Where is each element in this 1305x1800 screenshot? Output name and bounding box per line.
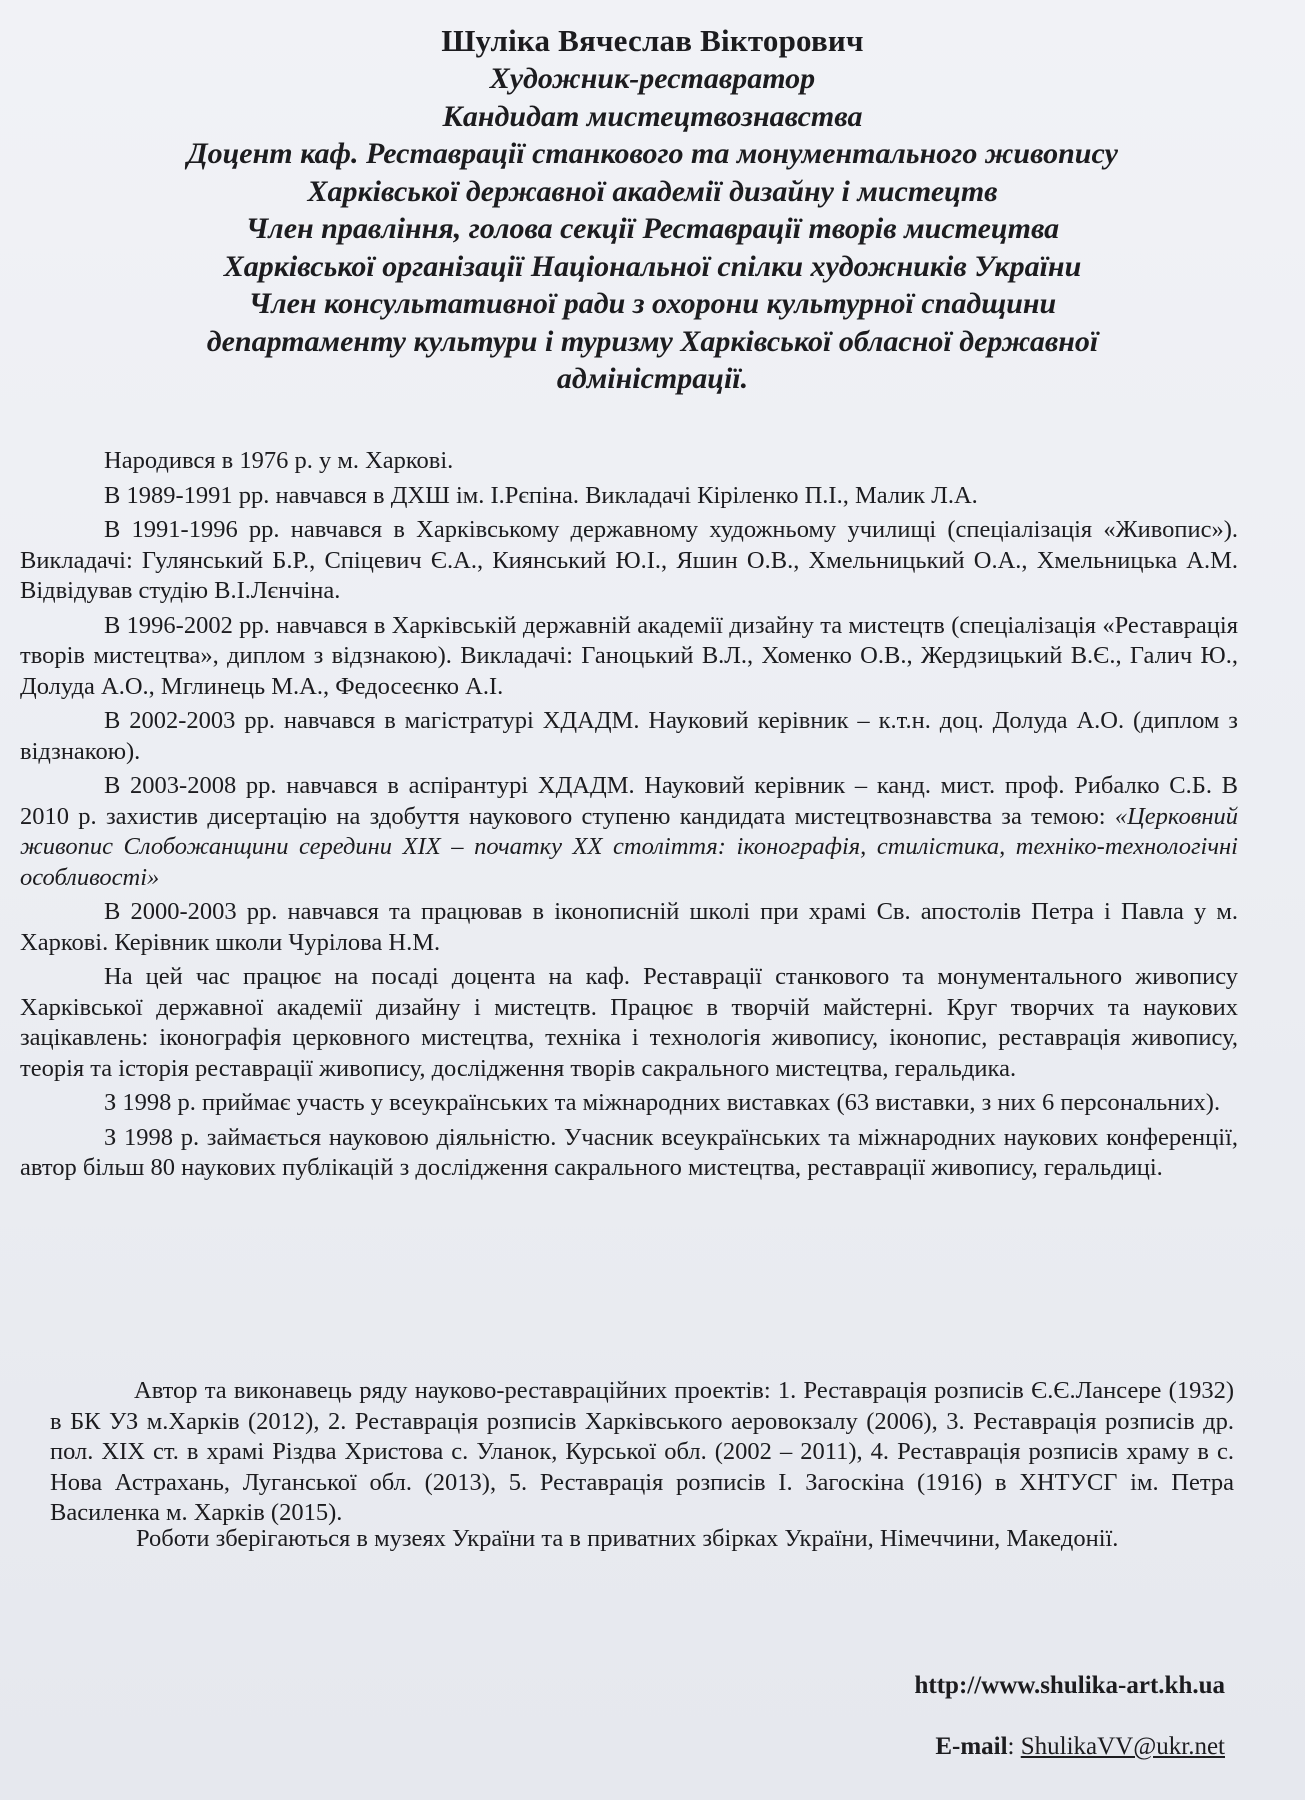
title-line-6: Харківської організації Національної спілки художників України xyxy=(223,249,1082,283)
dissertation-title: «Церковний живопис Слобожанщини середини XIX – початку XX століття: іконографія, стилістика, техніко-технологічні особливості» xyxy=(20,802,1238,891)
email-separator: : xyxy=(1007,1733,1021,1760)
title-line-4: Харківської державної академії дизайну і мистецтв xyxy=(307,174,998,208)
bio-born: Народився в 1976 р. у м. Харкові. xyxy=(104,447,454,474)
title-line-7: Член консультативної ради з охорони культурної спадщини xyxy=(248,287,1057,320)
title-line-9: адміністрації. xyxy=(556,362,749,395)
title-line-3: Доцент каф. Реставрації станкового та монументального живопису xyxy=(187,137,1118,170)
email-line xyxy=(935,1732,1225,1762)
collections-paragraph: Роботи зберігаються в музеях України та в приватних збірках України, Німеччини, Македонії. xyxy=(136,1525,1119,1552)
biography xyxy=(20,446,1238,1188)
website-link[interactable]: http://www.shulika-art.kh.ua xyxy=(914,1672,1225,1699)
projects-paragraph: Автор та виконавець ряду науково-реставраційних проектів: 1. Реставрація розписів Є.Є.Лансере (1932) в БК УЗ м.Харків (2012), 2. Реставрація розписів Харківського аеровокзалу (2006), 3. Реставрація розписів др. пол. XIX ст. в храмі Різдва Христова с. Уланок, Курської обл. (2002 – 2011), 4. Реставрація розписів храму в с. Нова Астрахань, Луганської обл. (2013), 5. Реставрація розписів І. Загоскіна (1916) в ХНТУСГ ім. Петра Василенка м. Харків (2015). xyxy=(50,1377,1234,1526)
bio-current-position: На цей час працює на посаді доцента на каф. Реставрації станкового та монументального живопису Харківської державної академії дизайну і мистецтв. Працює в творчій майстерні. Круг творчих та наукових зацікавлень: іконографія церковного мистецтва, техніка і технологія живопису, іконопис, реставрація живопису, теорія та історія реставрації живопису, дослідження творів сакрального мистецтва, геральдика. xyxy=(20,963,1238,1082)
bio-academy: В 1996-2002 рр. навчався в Харківській державній академії дизайну та мистецтв (спеціалізація «Реставрація творів мистецтва», диплом з відзнакою). Викладачі: Ганоцький В.Л., Хоменко О.В., Жердзицький В.Є., Галич Ю., Долуда А.О., Мглинець М.А., Федосеєнко А.І. xyxy=(20,611,1238,700)
email-link[interactable]: ShulikaVV@ukr.net xyxy=(1020,1733,1225,1760)
bio-masters: В 2002-2003 рр. навчався в магістратурі ХДАДМ. Науковий керівник – к.т.н. доц. Долуда А.О. (диплом з відзнакою). xyxy=(20,707,1238,765)
bio-postgrad-text: В 2003-2008 рр. навчався в аспірантурі ХДАДМ. Науковий керівник – канд. мист. проф. Рибалко С.Б. В 2010 р. захистив дисертацію на здобуття наукового ступеню кандидата мистецтвознавства за темою: xyxy=(20,772,1238,830)
title-line-8: департаменту культури і туризму Харківської обласної державної xyxy=(206,324,1099,358)
bio-school: В 1989-1991 рр. навчався в ДХШ ім. І.Рєпіна. Викладачі Кіріленко П.І., Малик Л.А. xyxy=(104,481,978,509)
bio-college: В 1991-1996 рр. навчався в Харківському державному художньому училищі (спеціалізація «Живопис»). Викладачі: Гулянський Б.Р., Спіцевич Є.А., Киянський Ю.І., Яшин О.В., Хмельницький О.А., Хмельницька А.М. Відвідував студію В.І.Лєнчіна. xyxy=(20,516,1238,604)
bio-postgrad xyxy=(20,771,1238,893)
author-name: Шуліка Вячеслав Вікторович xyxy=(441,23,864,58)
email-label: E-mail xyxy=(935,1733,1008,1760)
title-line-2: Кандидат мистецтвознавства xyxy=(442,99,863,133)
title-line-5: Член правління, голова секції Реставрації творів мистецтва xyxy=(245,212,1060,245)
title-line-1: Художник-реставратор xyxy=(489,62,816,95)
bio-icon-school: В 2000-2003 рр. навчався та працював в іконописній школі при храмі Св. апостолів Петра і Павла у м. Харкові. Керівник школи Чурілова Н.М. xyxy=(20,898,1238,956)
bio-research: З 1998 р. займається науковою діяльністю. Учасник всеукраїнських та міжнародних наукових конференції, автор більш 80 наукових публікацій з дослідження сакрального мистецтва, реставрації живопису, геральдиці. xyxy=(20,1123,1238,1181)
document-header xyxy=(0,22,1305,398)
bio-exhibitions: З 1998 р. приймає участь у всеукраїнських та міжнародних виставках (63 виставки, з них 6 персональних). xyxy=(104,1089,1221,1116)
